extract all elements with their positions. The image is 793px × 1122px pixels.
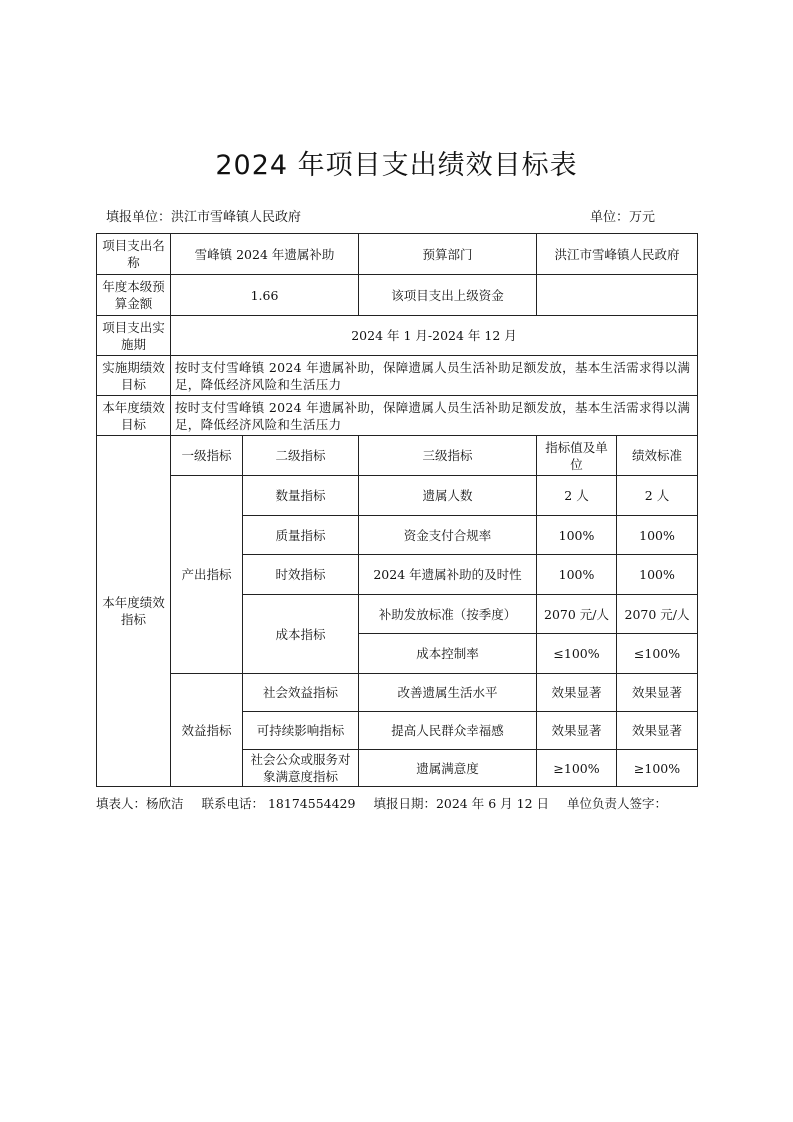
long-goal-label: 实施期绩效目标 <box>97 356 171 396</box>
value-cell: 2070 元/人 <box>537 595 617 634</box>
value-cell: 效果显著 <box>537 674 617 712</box>
value-cell: 效果显著 <box>537 712 617 750</box>
standard-cell: ≥100% <box>617 750 698 787</box>
level2-cell: 可持续影响指标 <box>243 712 359 750</box>
period-label: 项目支出实施期 <box>97 316 171 356</box>
level2-cell: 社会公众或服务对象满意度指标 <box>243 750 359 787</box>
budget-label: 年度本级预算金额 <box>97 275 171 316</box>
indicators-label: 本年度绩效指标 <box>97 436 171 787</box>
value-cell: 100% <box>537 555 617 595</box>
value-cell: ≤100% <box>537 634 617 674</box>
level2-cell: 质量指标 <box>243 516 359 555</box>
superior-funds-value <box>537 275 698 316</box>
period-value: 2024 年 1 月-2024 年 12 月 <box>171 316 698 356</box>
header-standard: 绩效标准 <box>617 436 698 476</box>
level3-cell: 资金支付合规率 <box>359 516 537 555</box>
table-row <box>97 275 698 316</box>
table-row <box>97 674 698 712</box>
superior-funds-label: 该项目支出上级资金 <box>359 275 537 316</box>
level2-cell: 社会效益指标 <box>243 674 359 712</box>
level2-cell: 时效指标 <box>243 555 359 595</box>
project-name: 雪峰镇 2024 年遗属补助 <box>171 234 359 275</box>
value-cell: 2 人 <box>537 476 617 516</box>
standard-cell: 效果显著 <box>617 674 698 712</box>
header-value: 指标值及单位 <box>537 436 617 476</box>
level3-cell: 成本控制率 <box>359 634 537 674</box>
performance-table <box>96 233 698 787</box>
filler: 填表人：杨欣洁 <box>96 796 184 811</box>
table-row <box>97 476 698 516</box>
long-goal-value: 按时支付雪峰镇 2024 年遗属补助，保障遗属人员生活补助足额发放，基本生活需求得以满足，降低经济风险和生活压力 <box>171 356 698 396</box>
table-row <box>97 396 698 436</box>
standard-cell: 100% <box>617 555 698 595</box>
standard-cell: ≤100% <box>617 634 698 674</box>
benefit-indicator-label: 效益指标 <box>171 674 243 787</box>
page-title: 2024 年项目支出绩效目标表 <box>215 150 578 181</box>
level3-cell: 遗属满意度 <box>359 750 537 787</box>
header-level2: 二级指标 <box>243 436 359 476</box>
table-row <box>97 316 698 356</box>
standard-cell: 100% <box>617 516 698 555</box>
output-indicator-label: 产出指标 <box>171 476 243 674</box>
table-row <box>97 356 698 396</box>
value-cell: ≥100% <box>537 750 617 787</box>
table-row <box>97 436 698 476</box>
header-level1: 一级指标 <box>171 436 243 476</box>
standard-cell: 2 人 <box>617 476 698 516</box>
money-unit: 单位：万元 <box>590 210 656 225</box>
level2-cell: 数量指标 <box>243 476 359 516</box>
level3-cell: 提高人民群众幸福感 <box>359 712 537 750</box>
dept-label: 预算部门 <box>359 234 537 275</box>
budget-value: 1.66 <box>171 275 359 316</box>
level3-cell: 改善遗属生活水平 <box>359 674 537 712</box>
footer <box>96 794 681 812</box>
signature: 单位负责人签字： <box>566 796 667 811</box>
standard-cell: 2070 元/人 <box>617 595 698 634</box>
fill-date: 填报日期：2024 年 6 月 12 日 <box>373 796 549 811</box>
contact-phone: 联系电话： 18174554429 <box>201 796 356 811</box>
year-goal-value: 按时支付雪峰镇 2024 年遗属补助，保障遗属人员生活补助足额发放，基本生活需求得以满足，降低经济风险和生活压力 <box>171 396 698 436</box>
level3-cell: 补助发放标准（按季度） <box>359 595 537 634</box>
table-row <box>97 234 698 275</box>
level3-cell: 遗属人数 <box>359 476 537 516</box>
dept-value: 洪江市雪峰镇人民政府 <box>537 234 698 275</box>
level2-cell: 成本指标 <box>243 595 359 674</box>
header-level3: 三级指标 <box>359 436 537 476</box>
year-goal-label: 本年度绩效目标 <box>97 396 171 436</box>
fill-unit: 填报单位：洪江市雪峰镇人民政府 <box>106 210 302 225</box>
project-name-label: 项目支出名称 <box>97 234 171 275</box>
value-cell: 100% <box>537 516 617 555</box>
level3-cell: 2024 年遗属补助的及时性 <box>359 555 537 595</box>
standard-cell: 效果显著 <box>617 712 698 750</box>
